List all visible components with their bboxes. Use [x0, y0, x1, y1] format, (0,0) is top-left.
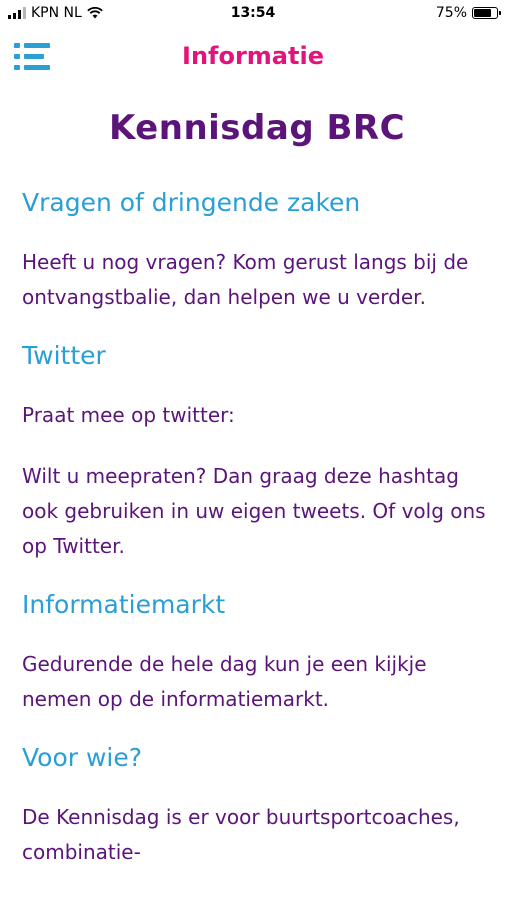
info-content — [22, 96, 492, 896]
carrier-label: KPN NL — [31, 5, 82, 21]
section-paragraph: Heeft u nog vragen? Kom gerust langs bij de ontvangstbalie, dan helpen we u verder. — [22, 250, 469, 309]
section-twitter — [22, 341, 492, 564]
page-title: Kennisdag BRC — [108, 108, 406, 148]
nav-bar — [0, 30, 506, 86]
status-time: 13:54 — [230, 5, 276, 21]
section-heading: Vragen of dringende zaken — [22, 188, 361, 217]
section-heading: Twitter — [22, 341, 106, 370]
section-paragraph: Praat mee op twitter: — [22, 403, 235, 427]
menu-list-icon[interactable] — [14, 42, 52, 72]
battery-icon — [472, 7, 498, 19]
section-heading: Informatiemarkt — [22, 590, 226, 619]
section-voor-wie — [22, 743, 492, 870]
nav-title: Informatie — [182, 42, 324, 70]
section-informatiemarkt — [22, 590, 492, 717]
section-paragraph: Wilt u meepraten? Dan graag deze hashtag ook gebruiken in uw eigen tweets. Of volg ons op Twitter. — [22, 464, 486, 558]
section-paragraph: De Kennisdag is er voor buurtsportcoaches, combinatie- — [22, 805, 460, 864]
status-right — [436, 5, 498, 21]
status-bar — [0, 0, 506, 30]
battery-percentage: 75% — [435, 5, 467, 21]
section-heading: Voor wie? — [22, 743, 143, 772]
section-vragen — [22, 188, 492, 315]
section-paragraph: Gedurende de hele dag kun je een kijkje nemen op de informatiemarkt. — [22, 652, 427, 711]
